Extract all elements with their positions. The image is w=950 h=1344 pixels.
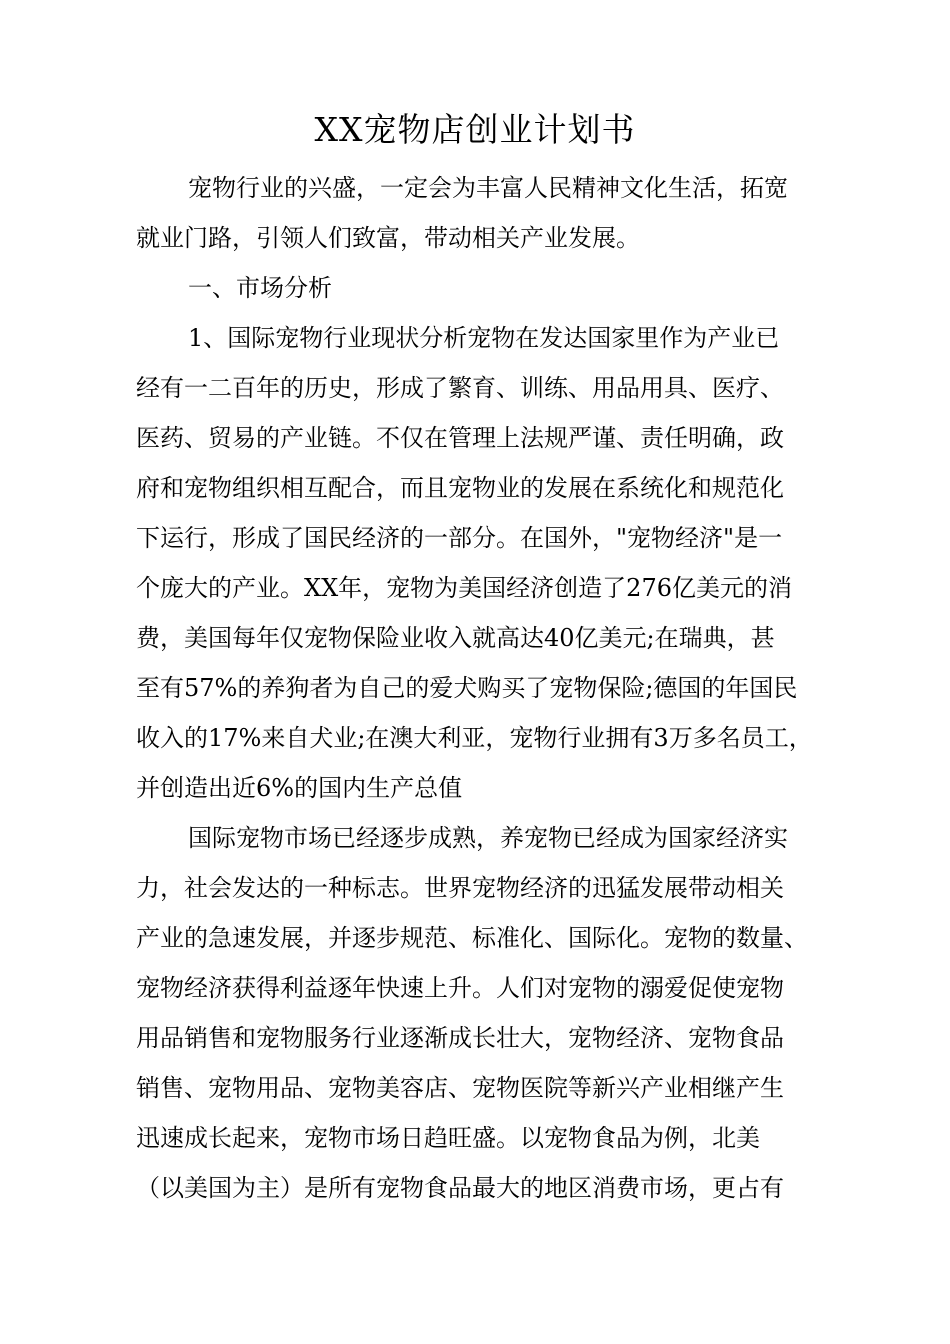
document-body [136,163,830,1213]
paragraph-line: 力，社会发达的一种标志。世界宠物经济的迅猛发展带动相关 [136,874,784,902]
section-heading: 一、市场分析 [188,274,332,302]
paragraph-line: 宠物经济获得利益逐年快速上升。人们对宠物的溺爱促使宠物 [136,974,784,1002]
paragraph-line: 并创造出近6%的国内生产总值 [136,774,463,802]
paragraph-line: 医药、贸易的产业链。不仅在管理上法规严谨、责任明确，政 [136,424,784,452]
paragraph-line: 产业的急速发展，并逐步规范、标准化、国际化。宠物的数量、 [136,924,808,952]
paragraph-line: 个庞大的产业。XX年，宠物为美国经济创造了276亿美元的消 [136,574,792,602]
paragraph-line: 收入的17%来自犬业;在澳大利亚，宠物行业拥有3万多名员工， [136,724,813,752]
paragraph-line: 宠物行业的兴盛，一定会为丰富人民精神文化生活，拓宽 [188,174,788,202]
paragraph-line: 销售、宠物用品、宠物美容店、宠物医院等新兴产业相继产生 [136,1074,784,1102]
paragraph-line: 下运行，形成了国民经济的一部分。在国外，"宠物经济"是一 [136,524,783,552]
paragraph-line: 费，美国每年仅宠物保险业收入就高达40亿美元;在瑞典，甚 [136,624,775,652]
paragraph-line: 就业门路，引领人们致富，带动相关产业发展。 [136,224,640,252]
paragraph-line: 用品销售和宠物服务行业逐渐成长壮大，宠物经济、宠物食品 [136,1024,784,1052]
paragraph-line: （以美国为主）是所有宠物食品最大的地区消费市场，更占有 [136,1174,784,1202]
paragraph-line: 府和宠物组织相互配合，而且宠物业的发展在系统化和规范化 [136,474,784,502]
paragraph-line: 1、国际宠物行业现状分析宠物在发达国家里作为产业已 [188,324,780,352]
paragraph-line: 经有一二百年的历史，形成了繁育、训练、用品用具、医疗、 [136,374,784,402]
paragraph-line: 迅速成长起来，宠物市场日趋旺盛。以宠物食品为例，北美 [136,1124,760,1152]
document-title: XX宠物店创业计划书 [314,110,636,149]
paragraph-line: 至有57%的养狗者为自己的爱犬购买了宠物保险;德国的年国民 [136,674,798,702]
paragraph-line: 国际宠物市场已经逐步成熟，养宠物已经成为国家经济实 [188,824,788,852]
